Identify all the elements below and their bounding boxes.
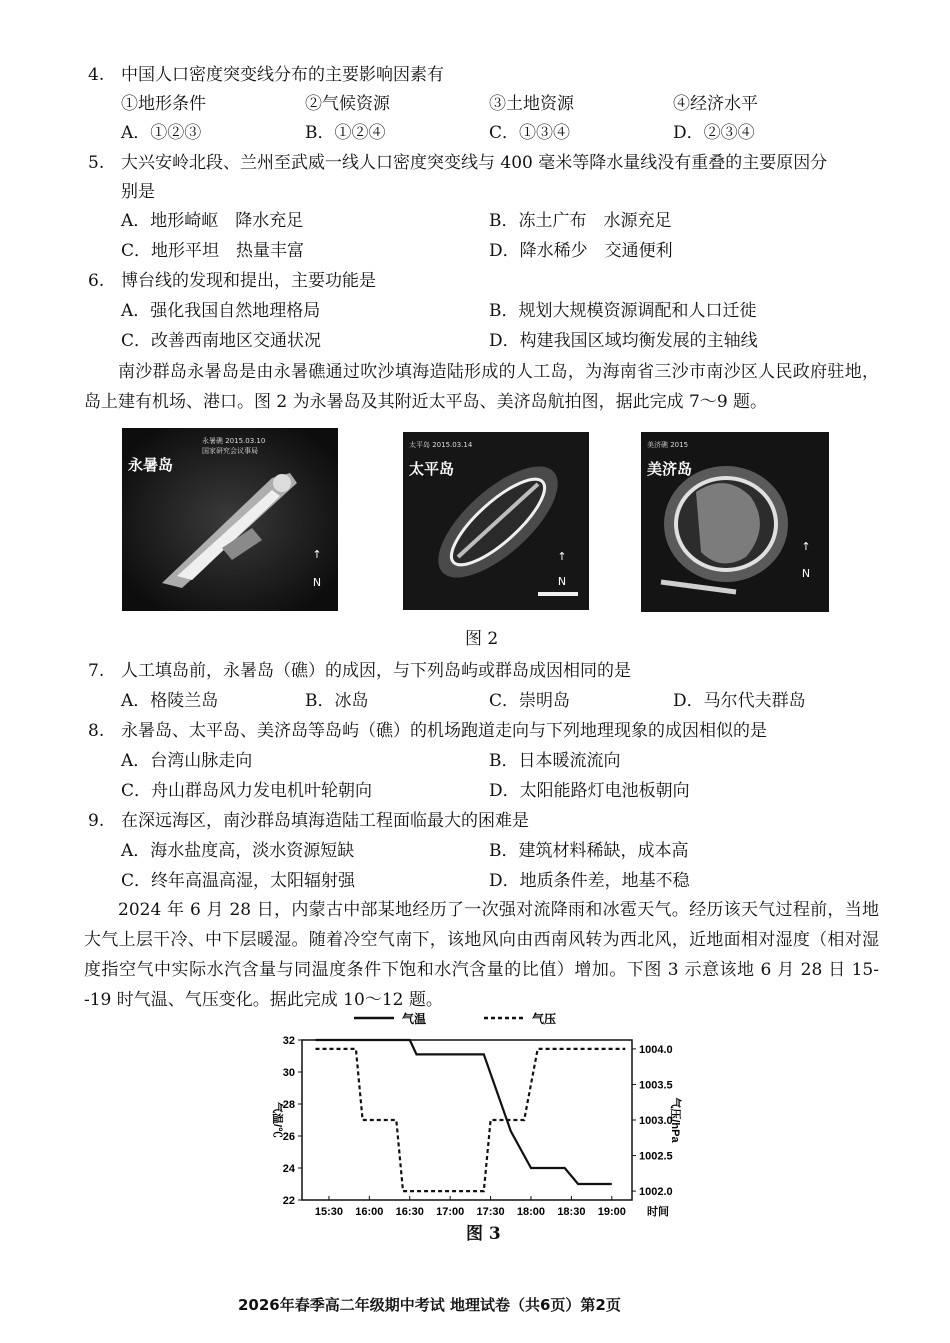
legend-pressure-label: 气压 [532,1012,557,1026]
q5-option-d: D．降水稀少 交通便利 [489,241,673,261]
q6-option-b: B．规划大规模资源调配和人口迁徙 [489,301,757,321]
q4-item-3: ③土地资源 [489,94,574,114]
q7-option-b: B．冰岛 [305,691,369,711]
q8-stem: 永暑岛、太平岛、美济岛等岛屿（礁）的机场跑道走向与下列地理现象的成因相似的是 [121,721,767,741]
page-footer: 2026年春季高二年级期中考试 地理试卷（共6页）第2页 [238,1296,621,1314]
passage-nansha: 南沙群岛永暑岛是由永暑礁通过吹沙填海造陆形成的人工岛，为海南省三沙市南沙区人民政府驻地，岛上建有机场、港口。图 2 为永暑岛及其附近太平岛、美济岛航拍图，据此完成 7～9 题。 [84,362,879,412]
q5-option-c: C．地形平坦 热量丰富 [121,241,305,261]
y-left-tick-label: 22 [282,1195,295,1207]
pressure-line [316,1049,626,1191]
q9-stem: 在深远海区，南沙群岛填海造陆工程面临最大的困难是 [121,811,529,831]
y-left-tick-label: 30 [282,1067,295,1079]
y-left-tick-label: 26 [282,1131,295,1143]
q6-number: 6. [88,271,105,291]
north-arrow-icon: ↑ [312,548,322,561]
y-left-ticks [283,1035,302,1207]
x-tick-label: 15:30 [314,1206,344,1218]
q8-option-a: A．台湾山脉走向 [121,751,253,771]
x-tick-label: 18:00 [516,1206,546,1218]
figure-3-chart [262,1010,682,1220]
photo-meiji [641,432,829,612]
passage-weather: 2024 年 6 月 28 日，内蒙古中部某地经历了一次强对流降雨和冰雹天气。经历该天气过程前，当地大气上层干冷、中下层暖湿。随着冷空气南下，该地风向由西南风转为西北风，近地面相对湿度（相对湿度指空气中实际水汽含量与同温度条件下饱和水汽含量的比值）增加。下图 3 示意该地 6 月 28 日 15--19 时气温、气压变化。据此完成 10～12 题。 [84,900,879,1010]
q5-option-b: B．冻土广布 水源充足 [489,211,672,231]
y-right-ticks [632,1044,673,1198]
q9-option-d: D．地质条件差，地基不稳 [489,871,690,891]
q9-option-c: C．终年高温高湿，太阳辐射强 [121,871,356,891]
y-left-tick-label: 24 [282,1163,295,1175]
q7-stem: 人工填岛前，永暑岛（礁）的成因，与下列岛屿或群岛成因相同的是 [121,661,631,681]
plot-frame [302,1040,632,1200]
x-axis-label: 时间 [647,1206,669,1218]
x-tick-label: 17:00 [436,1206,465,1218]
figure-3-caption: 图 3 [466,1224,501,1244]
north-arrow-icon: ↑ [557,550,567,563]
q5-option-a: A．地形崎岖 降水充足 [121,211,304,231]
q6-option-d: D．构建我国区域均衡发展的主轴线 [489,331,758,351]
q7-option-c: C．崇明岛 [489,691,571,711]
x-tick-label: 19:00 [597,1206,626,1218]
q9-option-b: B．建筑材料稀缺，成本高 [489,841,689,861]
x-tick-label: 16:00 [355,1206,384,1218]
q7-number: 7. [88,661,105,681]
q4-option-c: C．①③④ [489,123,571,143]
q4-number: 4. [88,65,105,85]
north-label-3: N [801,567,811,580]
q4-item-4: ④经济水平 [673,94,758,114]
q9-option-a: A．海水盐度高，淡水资源短缺 [121,841,355,861]
x-tick-label: 18:30 [557,1206,586,1218]
legend-temp-label: 气温 [402,1012,427,1026]
x-tick-label: 16:30 [395,1206,424,1218]
q8-option-d: D．太阳能路灯电池板朝向 [489,781,690,801]
yongshu-caption: 永暑礁 2015.03.10 国家研究会议事局 [202,437,266,455]
q8-number: 8. [88,721,105,741]
photo-taiping [403,432,589,610]
q6-stem: 博台线的发现和提出，主要功能是 [121,271,376,291]
legend [354,1011,556,1026]
figure-2-caption: 图 2 [465,629,499,649]
q5-stem-line2: 别是 [121,182,155,202]
q5-number: 5. [88,153,105,173]
yongshu-label: 永暑岛 [128,456,174,474]
taiping-label: 太平岛 [409,460,455,478]
q7-option-a: A．格陵兰岛 [121,691,219,711]
series-lines [316,1040,626,1191]
y-right-tick-label: 1003.5 [639,1079,673,1092]
meiji-caption: 美济礁 2015 [647,441,689,449]
north-label-1: N [312,576,322,589]
y-left-tick-label: 32 [282,1035,295,1047]
taiping-caption: 太平岛 2015.03.14 [409,441,473,449]
north-arrow-icon: ↑ [801,540,811,553]
y-right-label: 气压/hPa [669,1097,681,1143]
q4-item-2: ②气候资源 [305,94,390,114]
north-label-2: N [557,575,567,588]
photo-yongshu [122,428,338,611]
q5-stem-line1: 大兴安岭北段、兰州至武威一线人口密度突变线与 400 毫米等降水量线没有重叠的主要原因分 [121,153,828,173]
q9-number: 9. [88,811,105,831]
y-left-tick-label: 28 [282,1099,295,1111]
y-right-tick-label: 1004.0 [639,1043,673,1056]
q8-option-b: B．日本暖流流向 [489,751,621,771]
temperature-line [316,1040,612,1184]
q4-option-d: D．②③④ [673,123,755,143]
q4-option-a: A．①②③ [121,123,202,143]
q8-option-c: C．舟山群岛风力发电机叶轮朝向 [121,781,373,801]
meiji-label: 美济岛 [647,460,693,478]
q6-option-a: A．强化我国自然地理格局 [121,301,321,321]
q4-stem: 中国人口密度突变线分布的主要影响因素有 [121,65,444,85]
q4-option-b: B．①②④ [305,123,386,143]
q7-option-d: D．马尔代夫群岛 [673,691,806,711]
y-right-tick-label: 1003.0 [639,1115,673,1127]
q6-option-c: C．改善西南地区交通状况 [121,331,322,351]
q4-item-1: ①地形条件 [121,94,206,114]
y-right-tick-label: 1002.0 [639,1186,673,1199]
y-right-tick-label: 1002.5 [639,1150,673,1163]
x-tick-label: 17:30 [476,1206,505,1218]
y-left-label: 气温/℃ [271,1101,283,1139]
